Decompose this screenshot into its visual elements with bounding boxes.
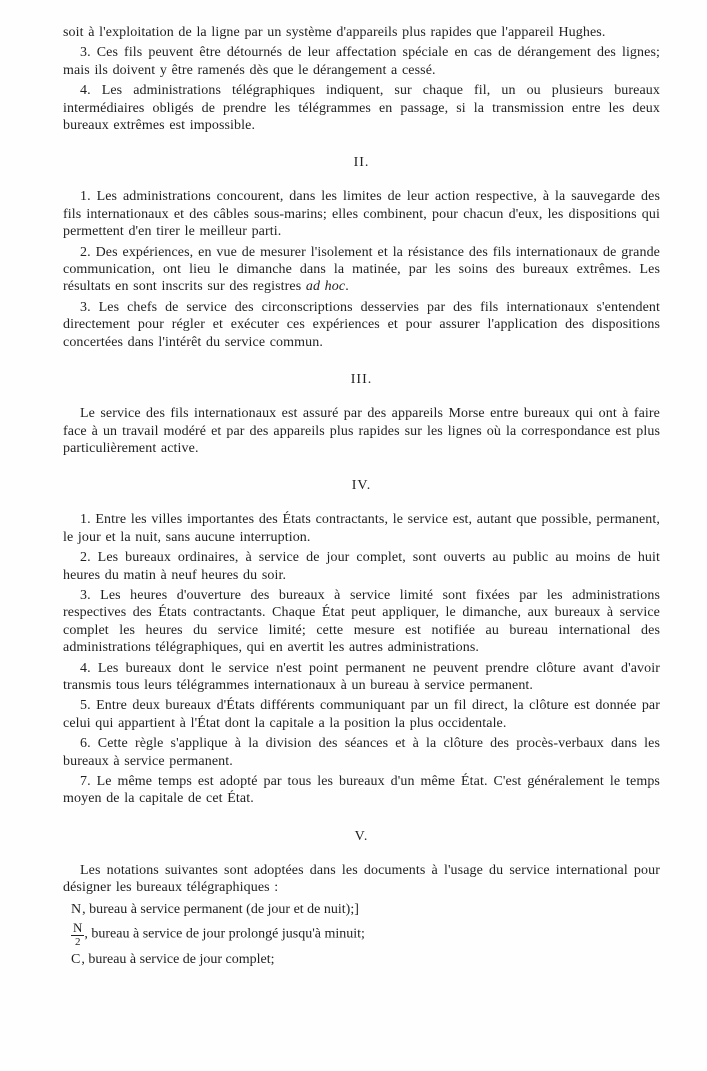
section-heading: IV. [351,478,372,494]
fraction-symbol [71,921,84,948]
text-segment: 4. Les administrations télégraphiques indiquent, sur chaque fil, un ou plusieurs bureaux intermédiaires obligés de prendre les télégrammes en passage, si la transmission entre les deux bureaux extrêmes est impossible. [63,83,660,134]
paragraph [63,188,660,240]
notation-item [71,920,660,949]
paragraph [63,405,660,457]
section-heading: V. [354,828,369,844]
paragraph [63,773,660,808]
text-segment: 1. Les administrations concourent, dans les limites de leur action respective, à la sauvegarde des fils internationaux et des câbles sous-marins; elles combinent, pour chacun d'eux, les dispositions qui permettent d'en tirer le meilleur parti. [63,189,660,240]
paragraph [63,587,660,657]
paragraph [63,24,660,41]
text-segment: 7. Le même temps est adopté par tous les bureaux d'un même État. C'est généralement le temps moyen de la capitale de cet État. [63,774,660,807]
italic-text-segment: ad hoc [305,279,346,295]
paragraph [63,244,660,296]
paragraph [63,862,660,897]
paragraph [63,82,660,134]
text-segment: 4. Les bureaux dont le service n'est point permanent ne peuvent prendre clôture avant d'avoir transmis tous leurs télégrammes internationaux à un bureau à service permanent. [63,660,660,693]
paragraph [63,44,660,79]
text-segment: soit à l'exploitation de la ligne par un système d'appareils plus rapides que l'appareil Hughes. [63,25,606,40]
fraction-denominator: 2 [74,935,81,948]
text-segment: . [345,279,349,295]
notation-symbol: C [71,951,81,967]
paragraph [63,511,660,546]
section-heading: II. [353,155,370,171]
notation-text: , bureau à service de jour prolongé jusqu'à minuit; [84,926,365,942]
paragraph [63,697,660,732]
text-segment: 2. Des expériences, en vue de mesurer l'isolement et la résistance des fils internationaux de grande communication, ont lieu le dimanche dans la matinée, par les soins des bureaux extrêmes. Les résultats en sont inscrits sur des registres [63,244,660,295]
fraction-numerator: N [73,919,83,935]
notation-item [71,900,660,919]
text-segment: 1. Entre les villes importantes des États contractants, le service est, autant que possible, permanent, le jour et la nuit, sans aucune interruption. [63,512,660,545]
notation-item [71,950,660,969]
paragraph [63,299,660,351]
text-segment: Le service des fils internationaux est assuré par des appareils Morse entre bureaux qui ont à faire face à un travail modéré et par des appareils plus rapides sur les lignes où la correspondance est plus particulièrement active. [63,406,660,456]
paragraph [63,735,660,770]
text-segment: 3. Ces fils peuvent être détournés de leur affectation spéciale en cas de dérangement des lignes; mais ils doivent y être ramenés dès que le dérangement a cessé. [63,45,660,78]
text-segment: 3. Les chefs de service des circonscriptions desservies par des fils internationaux s'entendent directement pour régler et exécuter ces expériences et pour assurer l'application des dispositions concertées dans l'intérêt du service commun. [63,299,660,350]
text-segment: 3. Les heures d'ouverture des bureaux à service limité sont fixées par les administrations respectives des États contractants. Chaque État peut appliquer, le dimanche, aux bureaux à service complet les heures du service limité; cette mesure est notifiée au bureau international des administrations télégraphiques, qui en avertit les autres administrations. [63,587,660,656]
text-segment: 5. Entre deux bureaux d'États différents communiquant par un fil direct, la clôture est donnée par celui qui appartient à l'État dont la capitale a la position la plus occidentale. [63,698,660,731]
paragraph [63,660,660,695]
paragraph [63,549,660,584]
section-heading: III. [350,372,373,388]
notation-symbol: N [71,901,82,917]
notation-text: , bureau à service de jour complet; [81,951,275,967]
notation-text: , bureau à service permanent (de jour et de nuit);] [82,901,359,917]
text-segment: 2. Les bureaux ordinaires, à service de jour complet, sont ouverts au public au moins de huit heures du matin à neuf heures du soir. [63,550,660,583]
text-segment: Les notations suivantes sont adoptées dans les documents à l'usage du service international pour désigner les bureaux télégraphiques : [63,862,660,896]
text-segment: 6. Cette règle s'applique à la division des séances et à la clôture des procès-verbaux dans les bureaux à service permanent. [63,736,660,769]
